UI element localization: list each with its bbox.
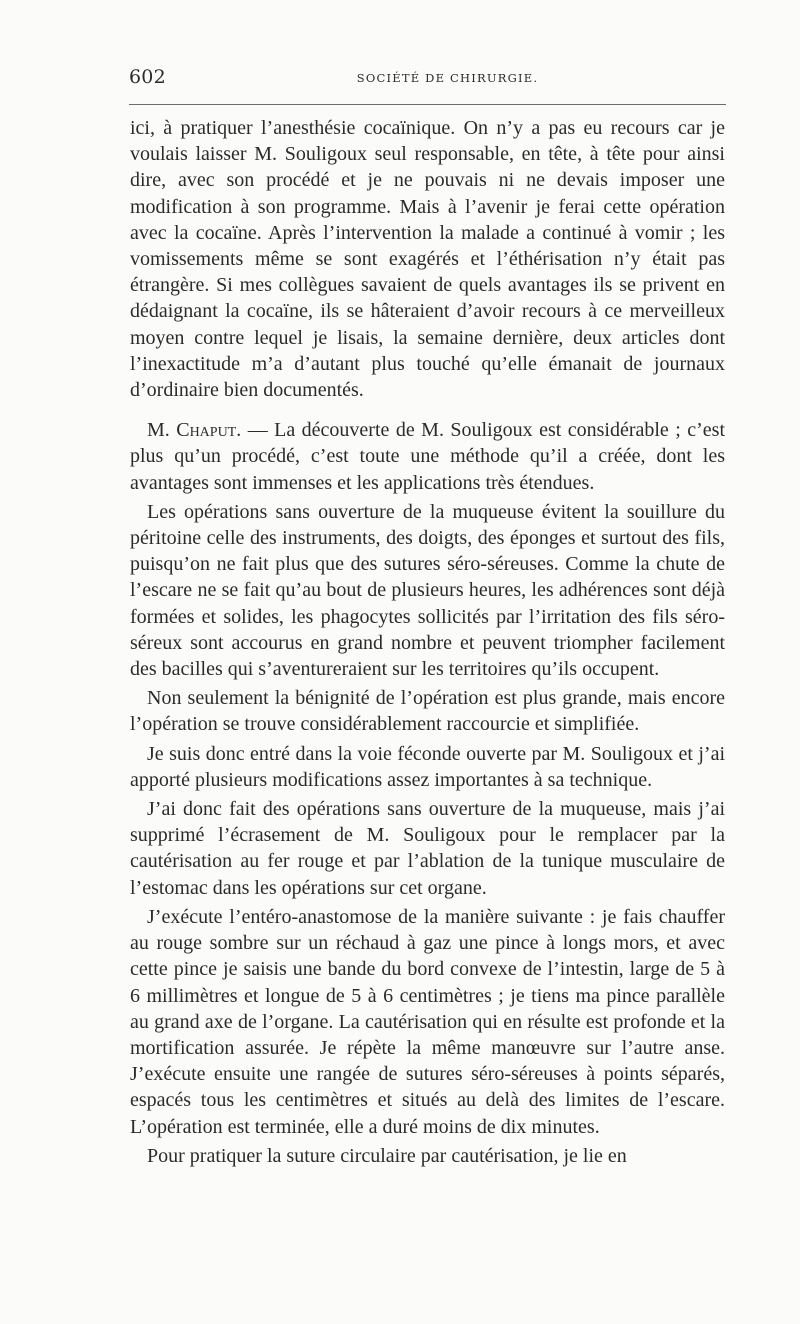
paragraph xyxy=(130,115,725,403)
page-number: 602 xyxy=(129,66,166,88)
paragraph xyxy=(130,904,725,1140)
paragraph-text: J’exécute l’entéro-anastomose de la manière suivante : je fais chauffer au rouge sombre sur un réchaud à gaz une pince à longs mors, et avec cette pince je saisis une bande du bord convexe de l’intestin, large de 5 à 6 millimètres et longue de 5 à 6 centimètres ; je tiens ma pince parallèle au grand axe de l’organe. La cautérisation qui en résulte est profonde et la mortification assurée. Je répète la même manœuvre sur l’autre anse. J’exécute ensuite une rangée de sutures séro-séreuses à points séparés, espacés tous les centimètres et situés au delà des limites de l’escare. L’opération est terminée, elle a duré moins de dix minutes. xyxy=(130,905,725,1138)
paragraph-text: Les opérations sans ouverture de la muqueuse évitent la souillure du péritoine celle des instruments, des doigts, des éponges et surtout des fils, puisqu’on ne fait plus que des sutures séro-séreuses. Comme la chute de l’escare ne se fait qu’au bout de plusieurs heures, les adhérences sont déjà formées et solides, les phagocytes sollicités par l’irritation des fils séro-séreux sont accourus en grand nombre et peuvent triompher facilement des bacilles qui s’aventureraient sur les territoires qu’ils occupent. xyxy=(130,500,725,681)
paragraph xyxy=(130,499,725,682)
header-rule xyxy=(129,104,726,105)
running-head: SOCIÉTÉ DE CHIRURGIE. xyxy=(356,71,539,85)
paragraph xyxy=(130,1143,725,1169)
paragraph-text: Non seulement la bénignité de l’opération est plus grande, mais encore l’opération se trouve considérablement raccourcie et simplifiée. xyxy=(130,687,725,736)
paragraph-text: Pour pratiquer la suture circulaire par cautérisation, je lie en xyxy=(147,1144,627,1167)
paragraph xyxy=(130,417,725,496)
paragraph-text: Je suis donc entré dans la voie féconde ouverte par M. Souligoux et j’ai apporté plusieurs modifications assez importantes à sa technique. xyxy=(130,742,725,791)
speaker-name: M. Chaput. xyxy=(147,419,242,442)
paragraph xyxy=(130,796,725,901)
paragraph xyxy=(130,741,725,793)
paragraph xyxy=(130,685,725,737)
page-header xyxy=(129,66,726,96)
paragraph-text: ici, à pratiquer l’anesthésie cocaïnique. On n’y a pas eu recours car je voulais laisser M. Souligoux seul responsable, en tête, à tête pour ainsi dire, avec son procédé et je ne pouvais ni ne devais imposer une modification à son programme. Mais à l’avenir je ferai cette opération avec la cocaïne. Après l’intervention la malade a continué à vomir ; les vomissements même se sont exagérés et l’éthérisation n’y était pas étrangère. Si mes collègues savaient de quels avantages ils se privent en dédaignant la cocaïne, ils se hâteraient d’avoir recours à ce merveilleux moyen contre lequel je lisais, la semaine dernière, deux articles dont l’inexactitude m’a d’autant plus touché qu’elle émanait de journaux d’ordinaire bien documentés. xyxy=(130,117,725,402)
paragraph-text: J’ai donc fait des opérations sans ouverture de la muqueuse, mais j’ai supprimé l’écrasement de M. Souligoux pour le remplacer par la cautérisation au fer rouge et par l’ablation de la tunique musculaire de l’estomac dans les opérations sur cet organe. xyxy=(130,798,725,899)
body-text xyxy=(130,115,725,1169)
paragraph-text: — La découverte de M. Souligoux est considérable ; c’est plus qu’un procédé, c’est toute une méthode qu’il a créée, dont les avantages sont immenses et les applications très étendues. xyxy=(130,419,726,494)
